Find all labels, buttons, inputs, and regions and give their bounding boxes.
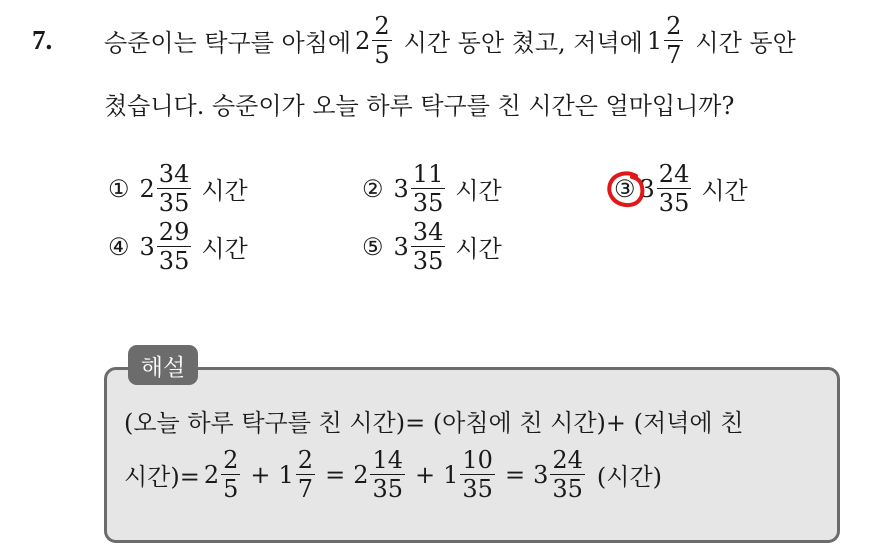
expr-unit: (시간)	[596, 463, 662, 491]
expr-term-1-numerator: 2	[223, 446, 239, 474]
expr-term-3-fraction	[370, 448, 405, 501]
option-5[interactable]	[362, 220, 502, 273]
option-2-mark: ②	[362, 174, 384, 203]
option-4-whole: 3	[139, 232, 155, 261]
expr-term-4-fraction	[460, 448, 495, 501]
expr-term-3-numerator: 14	[372, 446, 404, 474]
option-5-fraction	[411, 220, 446, 273]
option-2[interactable]	[362, 162, 502, 215]
option-3-mark: ③	[614, 174, 636, 203]
option-4-unit: 시간	[201, 235, 248, 263]
expr-term-2-fraction	[296, 448, 315, 501]
option-1-whole: 2	[139, 174, 155, 203]
frac1-denominator: 5	[374, 41, 390, 69]
option-1[interactable]	[108, 162, 248, 215]
option-4[interactable]	[108, 220, 248, 273]
expr-term-1-whole: 2	[203, 460, 220, 489]
expr-operator-plus-2: +	[415, 460, 436, 489]
frac2-numerator: 2	[666, 12, 682, 40]
option-4-mark: ④	[108, 232, 130, 261]
option-2-unit: 시간	[455, 177, 502, 205]
expr-term-3-whole: 2	[353, 460, 369, 489]
expr-term-1-fraction	[221, 448, 240, 501]
option-2-whole: 3	[393, 174, 409, 203]
option-2-denominator: 35	[412, 189, 444, 217]
explanation-tag: 해설	[128, 345, 198, 385]
expr-equals-2: =	[504, 460, 526, 489]
option-3-denominator: 35	[658, 189, 690, 217]
expr-term-3-denominator: 35	[372, 475, 404, 503]
explanation-text-1: (오늘 하루 탁구를 친 시간)= (아침에 친 시간)+ (저녁에 친	[124, 409, 744, 437]
expr-term-1-denominator: 5	[223, 475, 239, 503]
question-text-1b: 시간 동안 쳤고, 저녁에	[403, 29, 643, 57]
option-5-unit: 시간	[455, 235, 502, 263]
expr-term-5-whole: 3	[533, 460, 549, 489]
frac1-numerator: 2	[374, 12, 390, 40]
option-1-fraction	[157, 162, 192, 215]
option-5-mark: ⑤	[362, 232, 384, 261]
expr-term-2-whole: 1	[278, 460, 294, 489]
expr-term-4-whole: 1	[443, 460, 459, 489]
explanation-text-2-start: 시간)=	[124, 463, 200, 491]
expr-term-5-fraction	[550, 448, 585, 501]
question-number: 7.	[32, 25, 53, 55]
expr-term-5-denominator: 35	[552, 475, 583, 503]
option-4-denominator: 35	[158, 247, 190, 275]
expr-term-4-numerator: 10	[462, 446, 493, 474]
frac1-whole: 2	[355, 26, 371, 55]
frac2	[664, 14, 683, 67]
option-5-whole: 3	[393, 232, 409, 261]
option-3-numerator: 24	[658, 160, 690, 188]
expr-term-4-denominator: 35	[462, 475, 493, 503]
option-1-mark: ①	[108, 174, 130, 203]
question-text-1a: 승준이는 탁구를 아침에	[104, 29, 352, 57]
explanation-line-2	[124, 448, 662, 501]
option-5-denominator: 35	[412, 247, 444, 275]
option-4-numerator: 29	[158, 218, 190, 246]
question-text-1c: 시간 동안	[695, 29, 796, 57]
option-4-fraction	[157, 220, 192, 273]
option-3-unit: 시간	[701, 177, 748, 205]
answer-circle-annotation	[606, 170, 646, 208]
expr-equals-1: =	[325, 460, 346, 489]
option-2-fraction	[411, 162, 446, 215]
option-5-numerator: 34	[412, 218, 444, 246]
question-line-2	[104, 86, 734, 121]
explanation-line-1	[124, 403, 743, 438]
option-1-numerator: 34	[158, 160, 190, 188]
expr-operator-plus-1: +	[250, 460, 271, 489]
option-1-denominator: 35	[158, 189, 190, 217]
option-2-numerator: 11	[412, 160, 444, 188]
option-3-fraction	[657, 162, 692, 215]
expr-term-2-denominator: 7	[297, 475, 314, 503]
question-text-2: 쳤습니다. 승준이가 오늘 하루 탁구를 친 시간은 얼마입니까?	[104, 92, 735, 120]
option-1-unit: 시간	[201, 177, 248, 205]
question-line-1	[104, 14, 796, 67]
frac2-whole: 1	[646, 26, 663, 55]
expr-term-2-numerator: 2	[297, 446, 314, 474]
option-3-whole: 3	[639, 174, 655, 203]
expr-term-5-numerator: 24	[552, 446, 583, 474]
frac2-denominator: 7	[666, 41, 682, 69]
frac1	[372, 14, 391, 67]
